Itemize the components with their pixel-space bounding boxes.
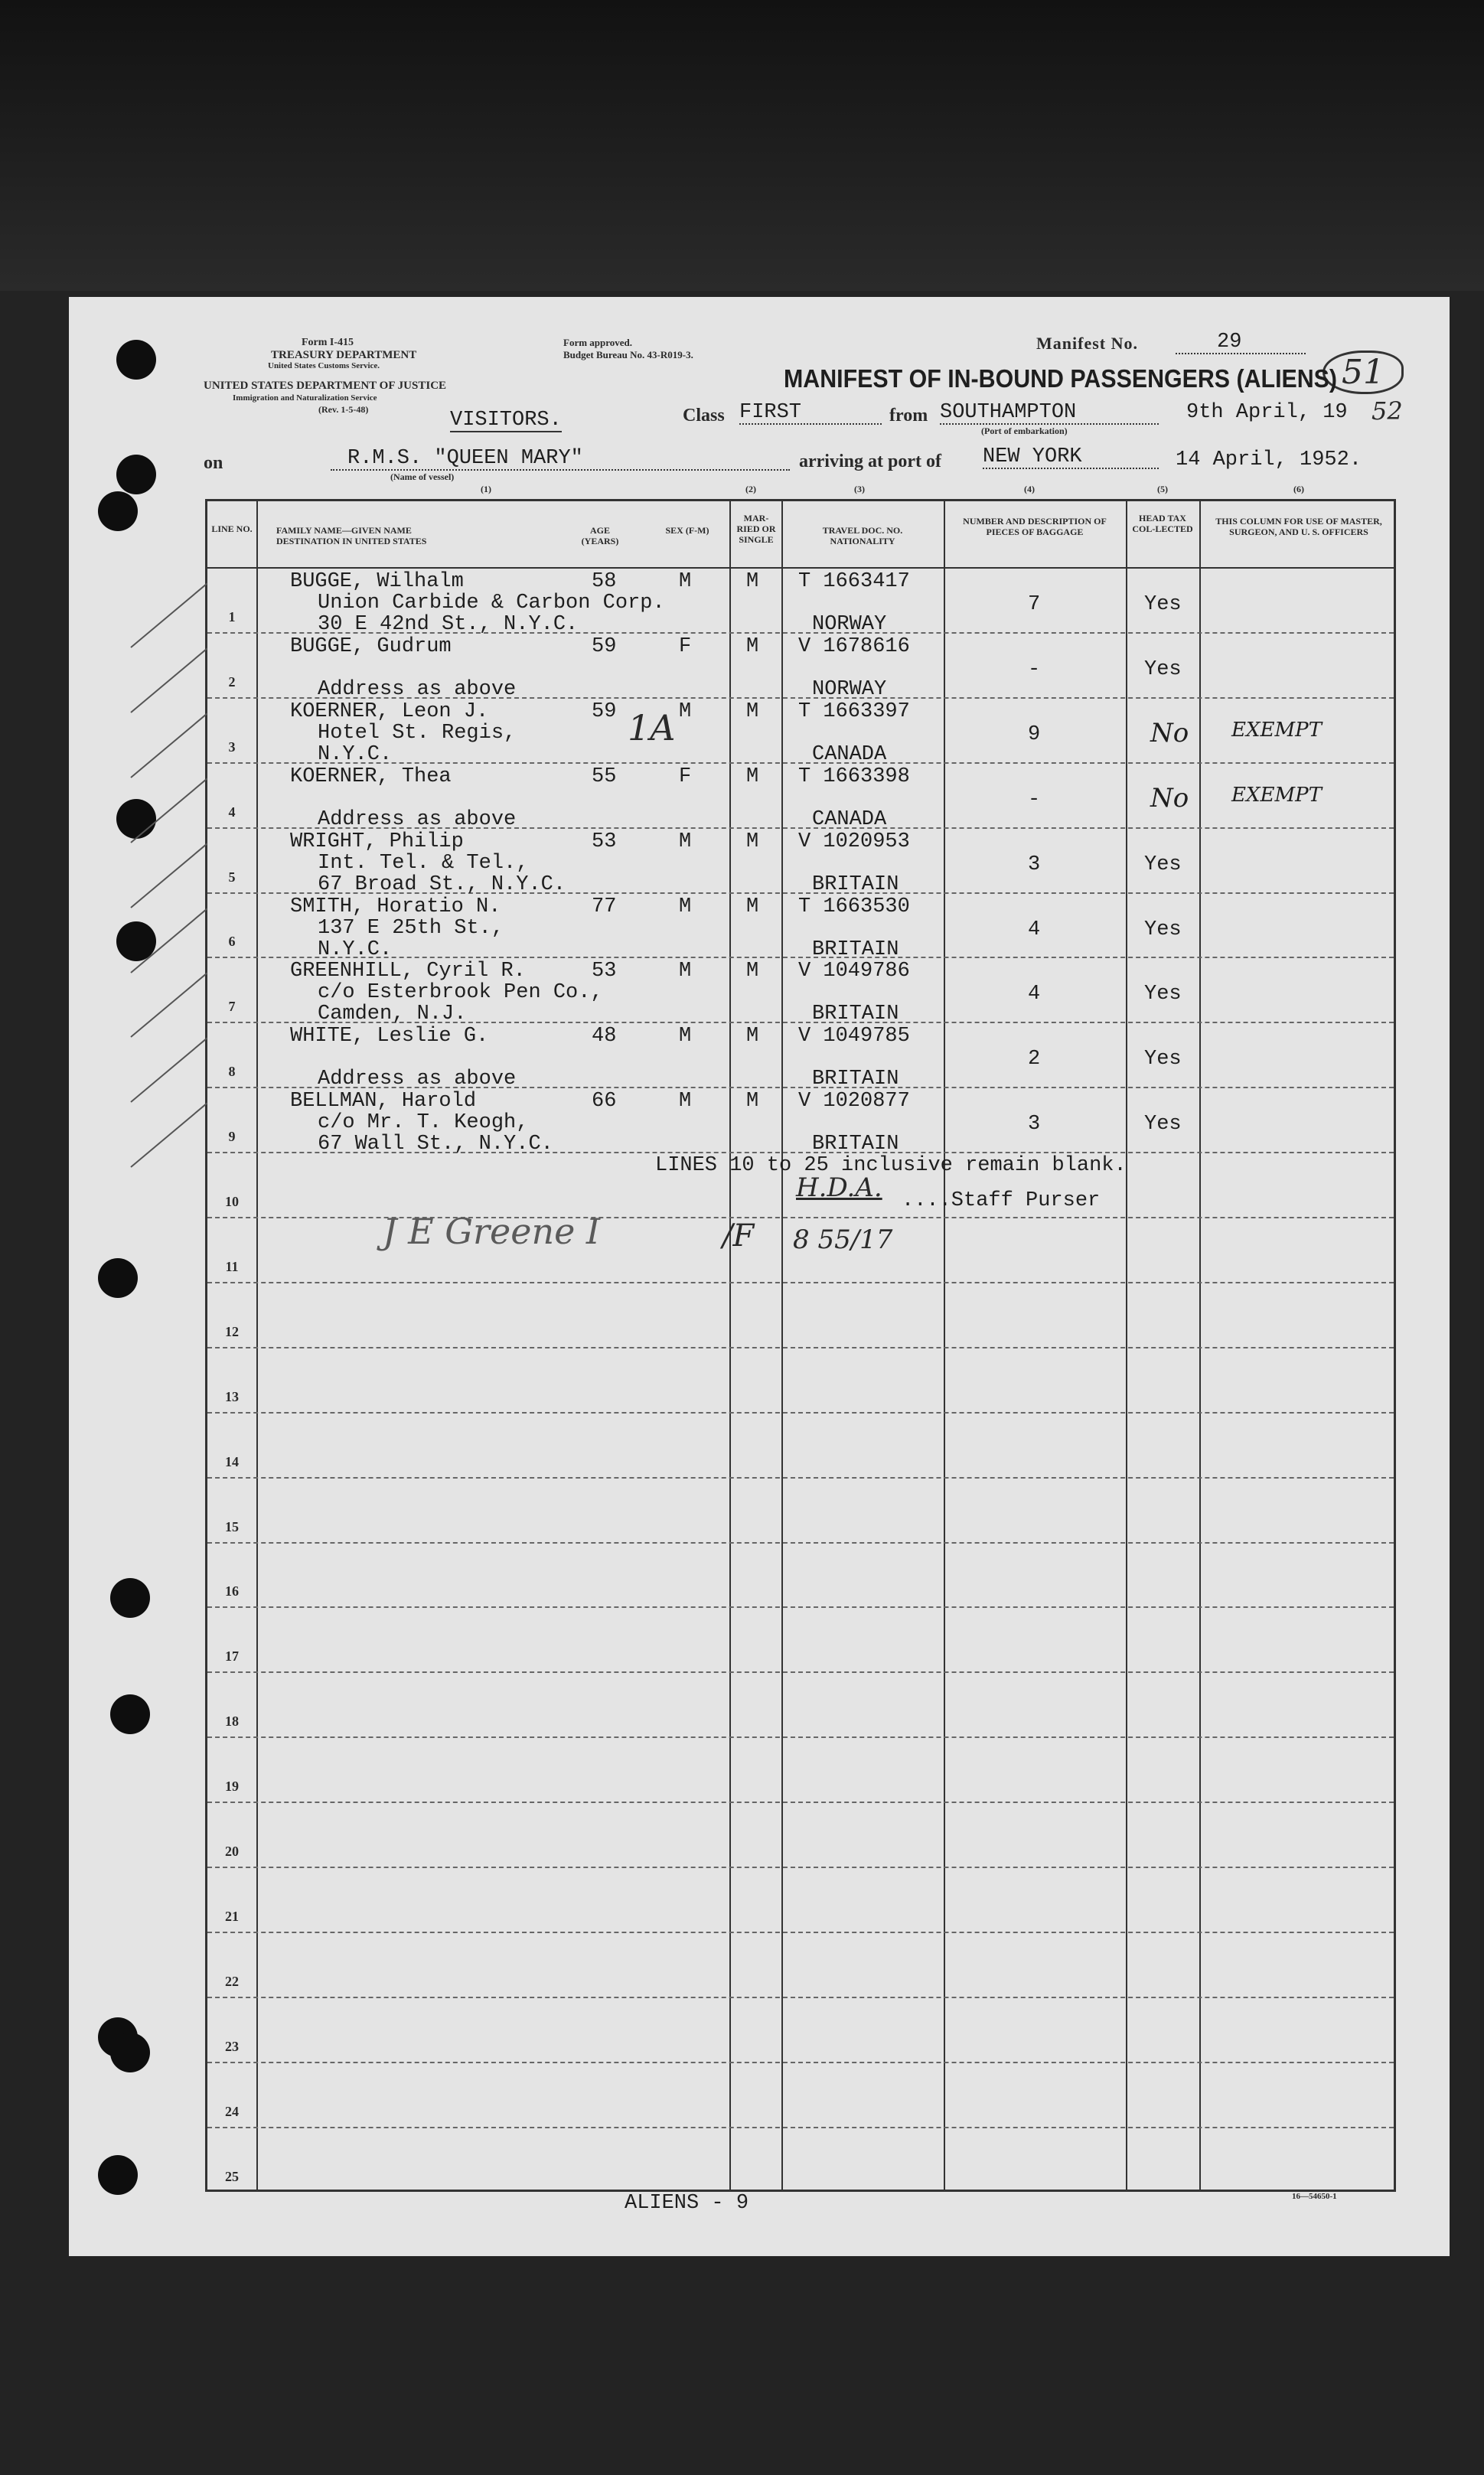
line-number: 7 — [228, 999, 236, 1015]
form-number: Form I-415 — [302, 337, 354, 348]
travel-doc-no: T 1663397 — [798, 699, 910, 723]
row-divider — [207, 1932, 1394, 1933]
baggage-count: 3 — [1028, 1113, 1041, 1136]
passenger-sex: M — [679, 570, 692, 593]
passenger-name: KOERNER, Thea — [290, 765, 452, 788]
film-border — [0, 0, 1484, 291]
on-label: on — [204, 453, 223, 473]
circled-number: 51 — [1323, 351, 1404, 394]
travel-doc-no: T 1663417 — [798, 570, 910, 593]
head-tax-status: No — [1150, 782, 1189, 814]
passenger-name: BELLMAN, Harold — [290, 1090, 477, 1114]
line-number: 24 — [225, 2103, 239, 2119]
from-label: from — [889, 406, 928, 426]
hdr-sex: SEX (F-M) — [665, 525, 709, 536]
justice-dept: UNITED STATES DEPARTMENT OF JUSTICE — [204, 380, 447, 392]
passenger-address: Union Carbide & Carbon Corp. — [318, 592, 665, 615]
manifest-label: Manifest No. — [1036, 334, 1138, 353]
departure-date: 9th April, 19 — [1186, 401, 1348, 424]
head-tax-status: Yes — [1144, 657, 1182, 681]
arriving-label: arriving at port of — [799, 452, 941, 471]
baggage-count: 7 — [1028, 593, 1041, 616]
col-num-4: (4) — [1024, 484, 1035, 494]
line-number: 22 — [225, 1973, 239, 1989]
passenger-sex: M — [679, 1025, 692, 1048]
manifest-table — [205, 499, 1396, 2192]
line-number: 12 — [225, 1323, 239, 1339]
passenger-age: 58 — [592, 570, 617, 593]
passenger-address: c/o Esterbrook Pen Co., — [318, 981, 603, 1005]
hdr-baggage: NUMBER AND DESCRIPTION OF PIECES OF BAGGAGE — [963, 516, 1107, 537]
passenger-sex: F — [679, 634, 692, 658]
baggage-count: 4 — [1028, 983, 1041, 1006]
passenger-address: 30 E 42nd St., N.Y.C. — [318, 613, 579, 636]
passenger-name: WHITE, Leslie G. — [290, 1025, 489, 1048]
marital-status: M — [746, 699, 759, 723]
budget-bureau: Budget Bureau No. 43-R019-3. — [563, 349, 693, 360]
head-tax-status: No — [1150, 717, 1189, 748]
line-number: 20 — [225, 1844, 239, 1859]
hdr-married: MAR-RIED OR SINGLE — [736, 513, 776, 545]
passenger-age: 55 — [592, 765, 617, 788]
passenger-address: 67 Wall St., N.Y.C. — [318, 1133, 553, 1156]
head-tax-status: Yes — [1144, 593, 1182, 616]
passenger-sex: M — [679, 830, 692, 853]
row-divider — [207, 1282, 1394, 1283]
punch-hole — [98, 491, 138, 531]
hdr-line-no: LINE NO. — [211, 523, 253, 534]
line-number: 6 — [228, 934, 236, 950]
passenger-name: BUGGE, Gudrum — [290, 634, 452, 658]
baggage-count: 3 — [1028, 853, 1041, 876]
col-num-5: (5) — [1157, 484, 1168, 494]
hdr-name: FAMILY NAME—GIVEN NAME DESTINATION IN UNITED STATES — [276, 525, 427, 546]
punch-hole — [98, 2155, 138, 2195]
passenger-address: Camden, N.J. — [318, 1003, 467, 1026]
marital-status: M — [746, 1025, 759, 1048]
passenger-name: GREENHILL, Cyril R. — [290, 960, 526, 983]
nationality: BRITAIN — [812, 872, 899, 896]
line-number: 10 — [225, 1194, 239, 1209]
travel-doc-no: V 1020953 — [798, 830, 910, 853]
line-number: 15 — [225, 1518, 239, 1534]
punch-hole — [98, 1258, 138, 1298]
nationality: NORWAY — [812, 613, 887, 636]
passenger-address: 67 Broad St., N.Y.C. — [318, 872, 566, 896]
baggage-count: - — [1028, 657, 1041, 681]
passenger-name: WRIGHT, Philip — [290, 830, 464, 853]
baggage-count: 9 — [1028, 722, 1041, 746]
line-number: 9 — [228, 1129, 236, 1145]
form-approved: Form approved. — [563, 337, 633, 348]
passenger-address: c/o Mr. T. Keogh, — [318, 1111, 529, 1135]
staff-purser: ....Staff Purser — [902, 1189, 1101, 1212]
marital-status: M — [746, 634, 759, 658]
visitors-stamp: VISITORS. — [450, 409, 562, 432]
line-number: 2 — [228, 673, 236, 690]
travel-doc-no: V 1049786 — [798, 960, 910, 983]
from-value: SOUTHAMPTON — [940, 403, 1159, 425]
row-divider — [207, 1802, 1394, 1803]
line-number: 13 — [225, 1388, 239, 1404]
col-num-1: (1) — [481, 484, 491, 494]
handwritten-1a: 1A — [628, 707, 676, 748]
travel-doc-no: V 1049785 — [798, 1025, 910, 1048]
customs-service: United States Customs Service. — [268, 361, 380, 370]
passenger-age: 77 — [592, 895, 617, 918]
line-number: 8 — [228, 1064, 236, 1080]
marital-status: M — [746, 570, 759, 593]
passenger-address: N.Y.C. — [318, 742, 393, 766]
row-divider — [207, 1671, 1394, 1673]
aliens-count: ALIENS - 9 — [625, 2192, 749, 2215]
nationality: BRITAIN — [812, 938, 899, 961]
line-number: 21 — [225, 1908, 239, 1924]
passenger-sex: M — [679, 1090, 692, 1114]
inspector-signature: J E Greene I — [383, 1211, 601, 1252]
hdr-age: AGE (YEARS) — [581, 525, 619, 546]
revision: (Rev. 1-5-48) — [318, 404, 369, 415]
head-tax-status: Yes — [1144, 1048, 1182, 1071]
treasury-dept: TREASURY DEPARTMENT — [271, 349, 417, 361]
vessel-name: R.M.S. "QUEEN MARY" — [331, 448, 790, 471]
hdr-travel-doc: TRAVEL DOC. NO. NATIONALITY — [822, 525, 903, 546]
arrival-date: 14 April, 1952. — [1176, 448, 1362, 471]
line-number: 3 — [228, 739, 236, 755]
passenger-address: Address as above — [318, 677, 517, 701]
ins-service: Immigration and Naturalization Service — [233, 393, 377, 403]
row-divider — [207, 1606, 1394, 1608]
travel-doc-no: V 1020877 — [798, 1090, 910, 1114]
arrival-port: NEW YORK — [983, 447, 1159, 469]
nationality: CANADA — [812, 742, 887, 766]
marital-status: M — [746, 765, 759, 788]
passenger-age: 53 — [592, 960, 617, 983]
punch-hole — [116, 340, 156, 380]
print-code: 16—54650-1 — [1292, 2192, 1337, 2201]
line-number: 19 — [225, 1779, 239, 1795]
passenger-sex: M — [679, 699, 692, 723]
line-number: 11 — [225, 1258, 239, 1274]
passenger-name: BUGGE, Wilhalm — [290, 570, 464, 593]
marital-status: M — [746, 960, 759, 983]
line-number: 23 — [225, 2038, 239, 2054]
hdr-officers: THIS COLUMN FOR USE OF MASTER, SURGEON, AND U. S. OFFICERS — [1215, 516, 1382, 537]
marital-status: M — [746, 830, 759, 853]
nationality: BRITAIN — [812, 1068, 899, 1091]
passenger-age: 66 — [592, 1090, 617, 1114]
row-divider — [207, 1412, 1394, 1414]
baggage-count: 2 — [1028, 1048, 1041, 1071]
line-number: 14 — [225, 1453, 239, 1469]
manifest-title: MANIFEST OF IN-BOUND PASSENGERS (ALIENS) — [784, 364, 1338, 393]
purser-signature: H.D.A. — [796, 1172, 882, 1203]
nationality: NORWAY — [812, 677, 887, 701]
travel-doc-no: V 1678616 — [798, 634, 910, 658]
passenger-age: 53 — [592, 830, 617, 853]
inspector-mark: /F — [722, 1218, 755, 1254]
col-num-3: (3) — [854, 484, 865, 494]
line-number: 5 — [228, 869, 236, 885]
row-divider — [207, 1347, 1394, 1348]
line-number: 18 — [225, 1714, 239, 1730]
punch-hole — [116, 799, 156, 839]
inspector-code: 8 55/17 — [793, 1224, 893, 1255]
class-label: Class — [683, 406, 725, 426]
punch-hole — [116, 455, 156, 494]
vessel-note: (Name of vessel) — [390, 471, 455, 482]
passenger-age: 48 — [592, 1025, 617, 1048]
class-value: FIRST — [739, 403, 882, 425]
marital-status: M — [746, 895, 759, 918]
blank-lines-note: LINES 10 to 25 inclusive remain blank. — [655, 1154, 1127, 1177]
passenger-address: Address as above — [318, 1068, 517, 1091]
nationality: BRITAIN — [812, 1133, 899, 1156]
departure-year: 52 — [1371, 396, 1403, 426]
punch-hole — [110, 1694, 150, 1734]
row-divider — [207, 1542, 1394, 1544]
punch-hole — [110, 1578, 150, 1618]
officer-note: EXEMPT — [1231, 718, 1322, 742]
passenger-sex: M — [679, 895, 692, 918]
col-num-6: (6) — [1293, 484, 1304, 494]
nationality: CANADA — [812, 807, 887, 831]
nationality: BRITAIN — [812, 1003, 899, 1026]
marital-status: M — [746, 1090, 759, 1114]
row-divider — [207, 1867, 1394, 1868]
row-divider — [207, 1736, 1394, 1738]
travel-doc-no: T 1663530 — [798, 895, 910, 918]
punch-hole — [110, 2033, 150, 2072]
head-tax-status: Yes — [1144, 983, 1182, 1006]
row-divider — [207, 2127, 1394, 2128]
col-num-2: (2) — [745, 484, 756, 494]
head-tax-status: Yes — [1144, 1113, 1182, 1136]
baggage-count: 4 — [1028, 918, 1041, 941]
baggage-count: - — [1028, 788, 1041, 811]
line-number: 1 — [228, 608, 236, 624]
passenger-address: Hotel St. Regis, — [318, 721, 517, 745]
passenger-age: 59 — [592, 634, 617, 658]
passenger-address: Int. Tel. & Tel., — [318, 851, 529, 875]
row-divider — [207, 1477, 1394, 1479]
line-number: 17 — [225, 1648, 239, 1665]
passenger-address: Address as above — [318, 807, 517, 831]
port-note: (Port of embarkation) — [981, 426, 1068, 436]
officer-note: EXEMPT — [1231, 783, 1322, 807]
head-tax-status: Yes — [1144, 918, 1182, 941]
passenger-sex: F — [679, 765, 692, 788]
hdr-head-tax: HEAD TAX COL-LECTED — [1132, 513, 1193, 534]
passenger-age: 59 — [592, 699, 617, 723]
manifest-number: 29 — [1176, 332, 1306, 354]
passenger-name: SMITH, Horatio N. — [290, 895, 501, 918]
passenger-address: N.Y.C. — [318, 938, 393, 961]
head-tax-status: Yes — [1144, 853, 1182, 876]
line-number: 25 — [225, 2168, 239, 2184]
row-divider — [207, 2062, 1394, 2063]
passenger-name: KOERNER, Leon J. — [290, 699, 489, 723]
passenger-address: 137 E 25th St., — [318, 916, 504, 940]
travel-doc-no: T 1663398 — [798, 765, 910, 788]
line-number: 16 — [225, 1583, 239, 1599]
row-divider — [207, 1997, 1394, 1998]
passenger-sex: M — [679, 960, 692, 983]
line-number: 4 — [228, 804, 236, 820]
